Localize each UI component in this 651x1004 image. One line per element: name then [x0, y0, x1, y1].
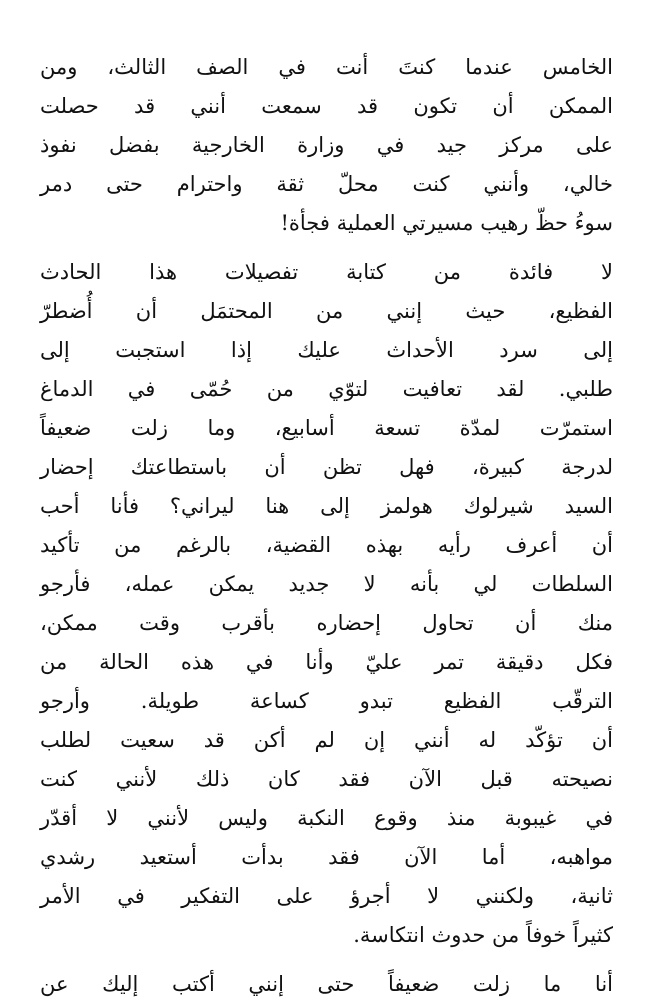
text-line: في غيبوبة منذ وقوع النكبة وليس لأنني لا أقدّر — [40, 806, 613, 830]
text-line: لا فائدة من كتابة تفصيلات هذا الحادث — [40, 260, 613, 284]
paragraph-1 — [40, 48, 613, 243]
text-line: الممكن أن تكون قد سمعت أنني قد حصلت — [40, 94, 613, 118]
text-line: السلطات لي بأنه لا جديد يمكن عمله، فأرجو — [40, 572, 613, 596]
text-line: نصيحته قبل الآن فقد كان ذلك لأنني كنت — [40, 767, 613, 791]
text-line: الخامس عندما كنتَ أنت في الصف الثالث، ومن — [40, 55, 613, 79]
text-line: استمرّت لمدّة تسعة أسابيع، وما زلت ضعيفاً — [40, 416, 613, 440]
text-line: كثيراً خوفاً من حدوث انتكاسة. — [353, 923, 613, 947]
paragraph-2 — [40, 253, 613, 955]
text-line: منك أن تحاول إحضاره بأقرب وقت ممكن، — [40, 611, 613, 635]
text-line: أنا ما زلت ضعيفاً حتى إنني أكتب إليك عن — [40, 972, 613, 996]
text-line: طلبي. لقد تعافيت لتوّي من حُمّى في الدماغ — [40, 377, 613, 401]
text-line: لدرجة كبيرة، فهل تظن أن باستطاعتك إحضار — [40, 455, 613, 479]
paragraph-3 — [40, 965, 613, 1004]
text-line: أن أعرف رأيه بهذه القضية، بالرغم من تأكيد — [40, 533, 613, 557]
book-page — [40, 48, 613, 1000]
text-line: الفظيع، حيث إنني من المحتمَل أن أُضطرّ — [40, 299, 613, 323]
text-line: الترقّب الفظيع تبدو كساعة طويلة. وأرجو — [40, 689, 613, 713]
text-line: سوءُ حظّ رهيب مسيرتي العملية فجأة! — [280, 211, 613, 235]
text-line: مواهبه، أما الآن فقد بدأت أستعيد رشدي — [40, 845, 613, 869]
text-line: السيد شيرلوك هولمز إلى هنا ليراني؟ فأنا أحب — [40, 494, 613, 518]
text-line: أن تؤكّد له أنني إن لم أكن قد سعيت لطلب — [40, 728, 613, 752]
text-line: إلى سرد الأحداث عليك إذا استجبت إلى — [40, 338, 613, 362]
text-line: فكل دقيقة تمر عليّ وأنا في هذه الحالة من — [40, 650, 613, 674]
text-line: خالي، وأنني كنت محلّ ثقة واحترام حتى دمر — [40, 172, 613, 196]
text-line: ثانية، ولكنني لا أجرؤ على التفكير في الأمر — [40, 884, 613, 908]
text-line: على مركز جيد في وزارة الخارجية بفضل نفوذ — [40, 133, 613, 157]
